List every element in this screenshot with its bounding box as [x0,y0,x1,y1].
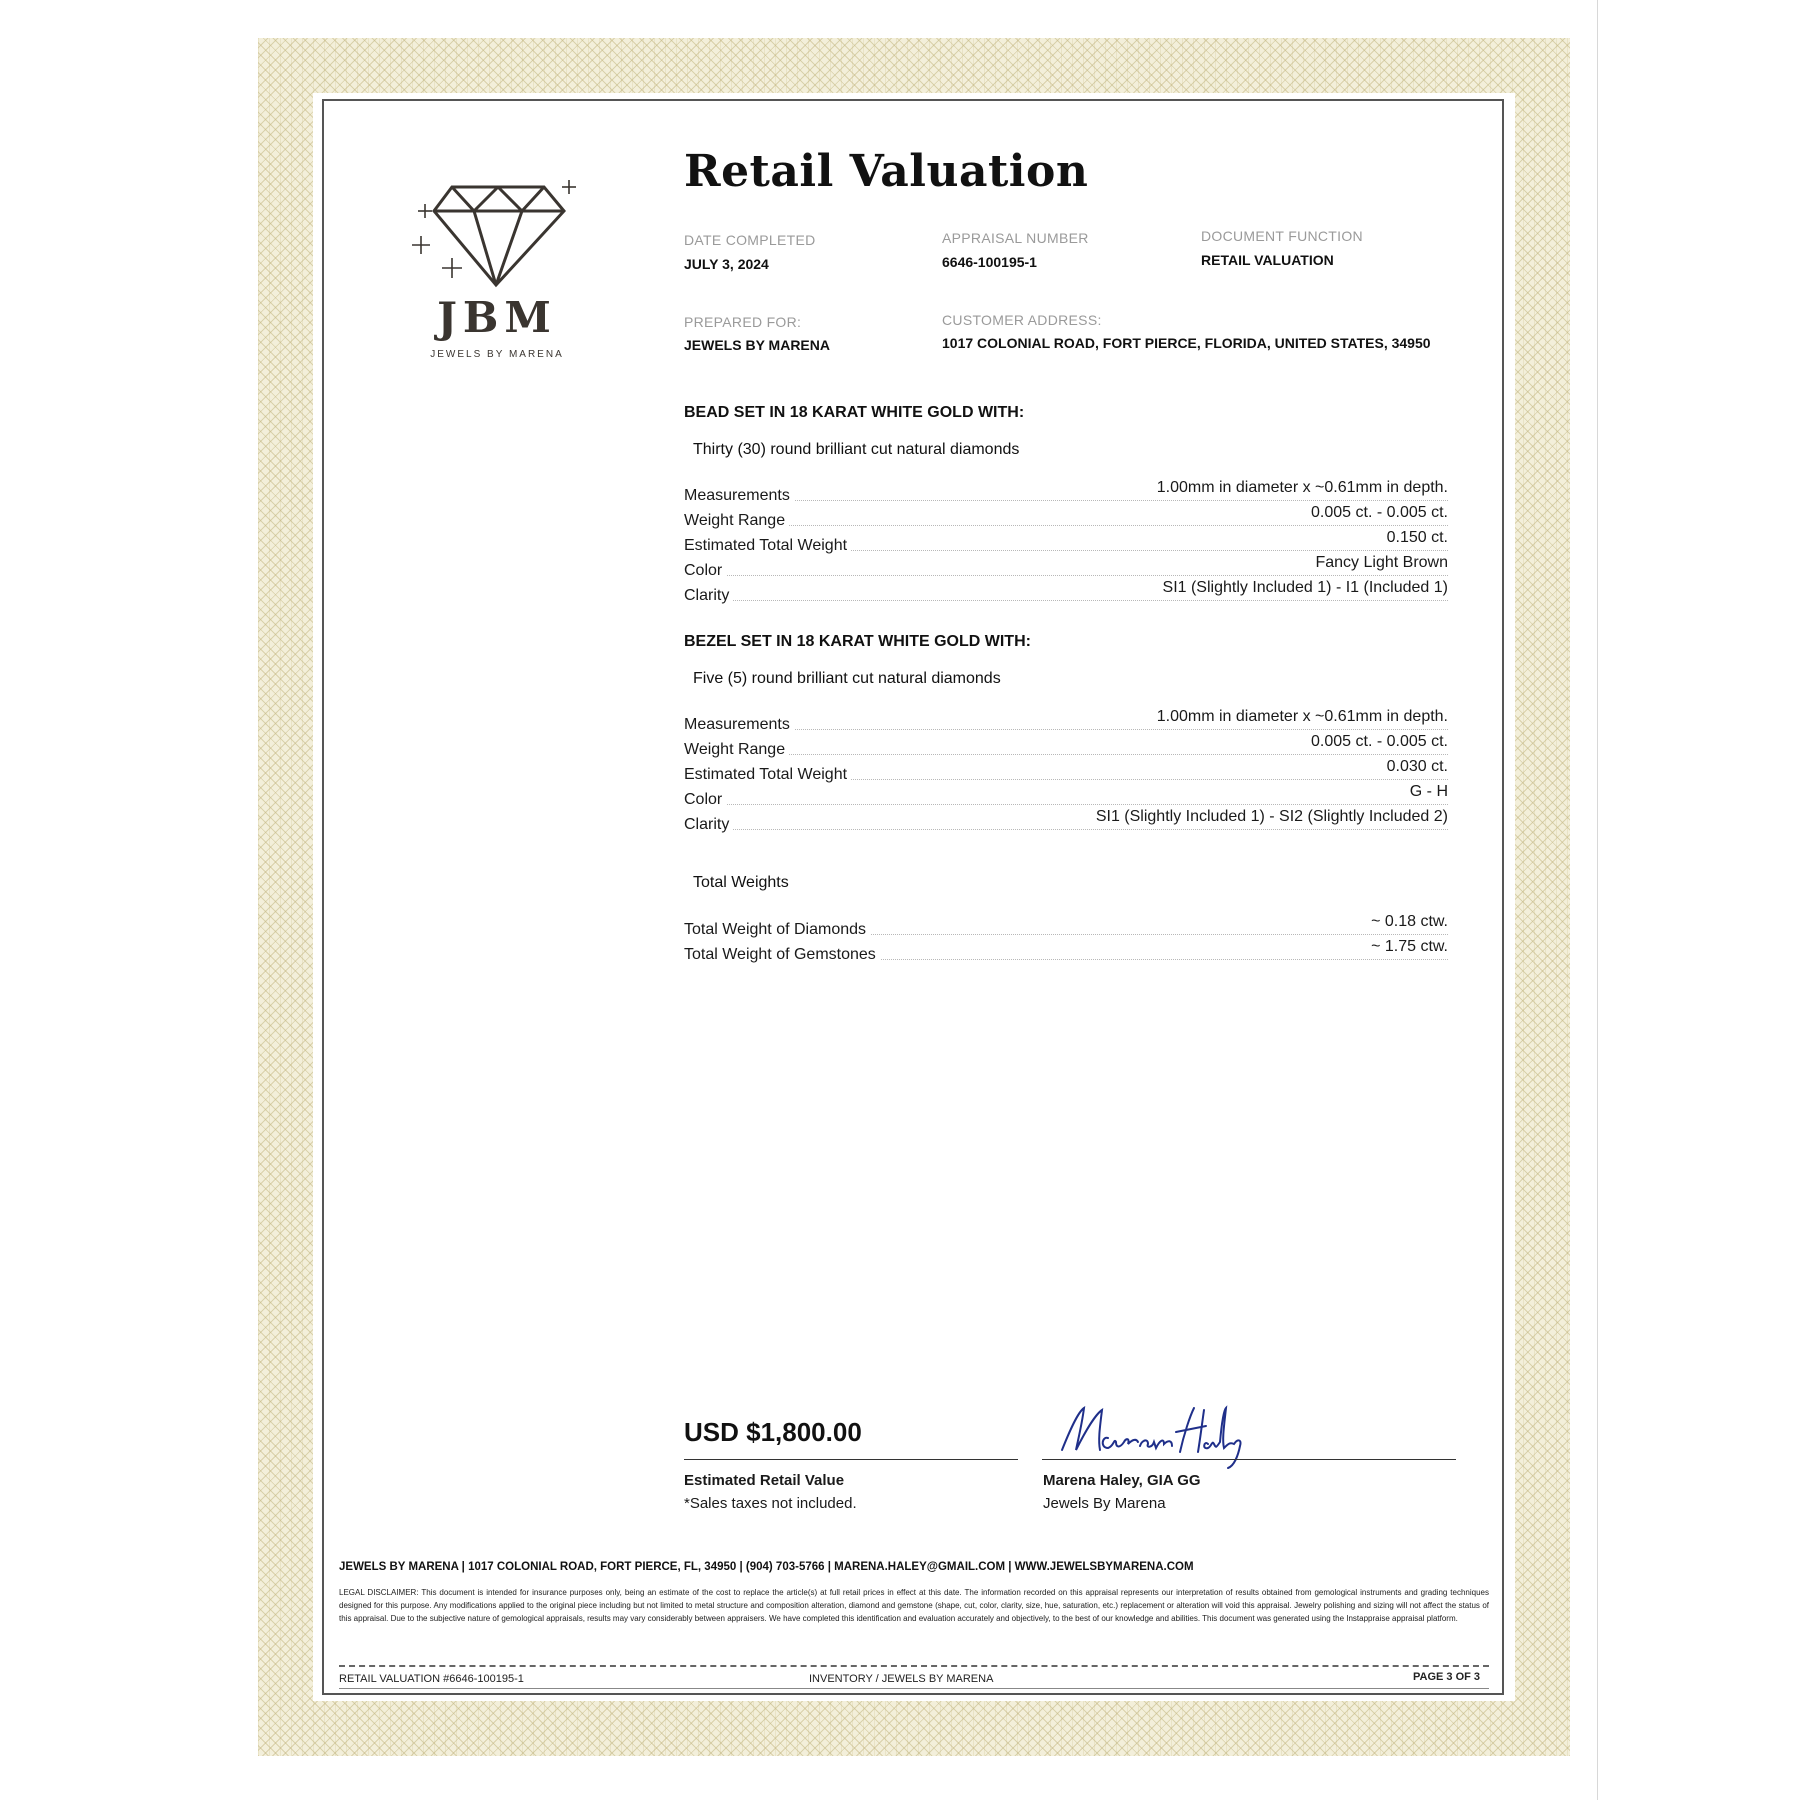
total-label: Total Weight of Diamonds [684,921,870,939]
signature-line [1042,1459,1456,1460]
spec-value: G - H [1406,783,1448,801]
prepared-for-value: JEWELS BY MARENA [684,337,830,353]
totals-title: Total Weights [693,874,789,891]
page-number: PAGE 3 OF 3 [1413,1671,1481,1683]
spec-value: Fancy Light Brown [1311,554,1448,572]
legal-disclaimer: LEGAL DISCLAIMER: This document is intended for insurance purposes only, being an estimate of the cost to replace the article(s) at full retail prices in effect at this date. The information recorded on this appraisal represents our interpretation of results obtained from gemological instruments and grading techniques designed for this purpose. Any modifications applied to the original piece including but not limited to metal structure and composition alteration, diamond and gemstone (shape, cut, color, clarity, size, hue, saturation, etc.) replacement or alteration will void this appraisal. Jewelry polishing and sizing will not affect the status of this appraisal. Due to the subjective nature of gemological appraisals, results may vary considerably between appraisers. We have completed this identification and evaluation accurately and objectively, to the best of our knowledge and abilities. This document was generated using the Instappraise appraisal platform. [339,1588,1489,1623]
scan-edge-line [1597,0,1598,1800]
section-title: BEZEL SET IN 18 KARAT WHITE GOLD WITH: [684,633,1031,650]
spec-label: Weight Range [684,741,789,759]
total-row [684,913,1448,939]
prepared-for-label: PREPARED FOR: [684,314,802,330]
spec-value: 1.00mm in diameter x ~0.61mm in depth. [1153,479,1448,497]
section-description: Five (5) round brilliant cut natural diamonds [693,670,1001,687]
spec-row [684,708,1448,734]
section-description: Thirty (30) round brilliant cut natural diamonds [693,441,1020,458]
spec-label: Clarity [684,816,733,834]
spec-label: Measurements [684,487,794,505]
spec-value: 0.030 ct. [1383,758,1448,776]
customer-address-value: 1017 COLONIAL ROAD, FORT PIERCE, FLORIDA, UNITED STATES, 34950 [942,335,1431,351]
date-completed-value: JULY 3, 2024 [684,256,769,272]
spec-row [684,504,1448,530]
spec-value: 0.005 ct. - 0.005 ct. [1307,504,1448,522]
spec-row [684,808,1448,834]
retail-value-label: Estimated Retail Value [684,1472,845,1489]
footer-inventory: INVENTORY / JEWELS BY MARENA [809,1673,994,1685]
footer-reference: RETAIL VALUATION #6646-100195-1 [339,1673,524,1685]
spec-label: Measurements [684,716,794,734]
spec-value: 0.005 ct. - 0.005 ct. [1307,733,1448,751]
spec-row [684,758,1448,784]
spec-value: 0.150 ct. [1383,529,1448,547]
appraisal-number-value: 6646-100195-1 [942,254,1037,270]
jbm-logo [412,175,582,365]
total-value: ~ 0.18 ctw. [1367,913,1448,931]
spec-label: Weight Range [684,512,789,530]
spec-value: SI1 (Slightly Included 1) - I1 (Included 1) [1159,579,1448,597]
spec-label: Estimated Total Weight [684,766,851,784]
spec-value: 1.00mm in diameter x ~0.61mm in depth. [1153,708,1448,726]
tax-note: *Sales taxes not included. [684,1495,857,1512]
total-value: ~ 1.75 ctw. [1367,938,1448,956]
spec-row [684,579,1448,605]
date-completed-label: DATE COMPLETED [684,232,816,248]
document-function-label: DOCUMENT FUNCTION [1201,228,1363,244]
retail-value-amount: USD $1,800.00 [684,1417,862,1447]
spec-row [684,554,1448,580]
total-row [684,938,1448,964]
spec-row [684,733,1448,759]
signer-name: Marena Haley, GIA GG [1043,1472,1201,1489]
spec-row [684,529,1448,555]
page-title: Retail Valuation [684,146,1089,197]
signer-organization: Jewels By Marena [1043,1495,1166,1512]
spec-label: Color [684,562,726,580]
spec-label: Estimated Total Weight [684,537,851,555]
spec-row [684,783,1448,809]
total-label: Total Weight of Gemstones [684,946,880,964]
spec-label: Clarity [684,587,733,605]
spec-value: SI1 (Slightly Included 1) - SI2 (Slightly Included 2) [1092,808,1448,826]
spec-label: Color [684,791,726,809]
footer-contact: JEWELS BY MARENA | 1017 COLONIAL ROAD, FORT PIERCE, FL, 34950 | (904) 703-5766 | MARENA.HALEY@GMAIL.COM | WWW.JEWELSBYMARENA.COM [339,1561,1194,1573]
spec-row [684,479,1448,505]
diamond-logo-icon [412,175,582,295]
value-underline [684,1459,1018,1460]
customer-address-label: CUSTOMER ADDRESS: [942,312,1102,328]
appraisal-number-label: APPRAISAL NUMBER [942,230,1089,246]
logo-letters: JBM [437,293,557,342]
section-title: BEAD SET IN 18 KARAT WHITE GOLD WITH: [684,404,1025,421]
footer-bottom-line [339,1688,1489,1689]
logo-subtitle: JEWELS BY MARENA [430,349,564,360]
document-function-value: RETAIL VALUATION [1201,252,1334,268]
footer-divider [339,1665,1489,1667]
